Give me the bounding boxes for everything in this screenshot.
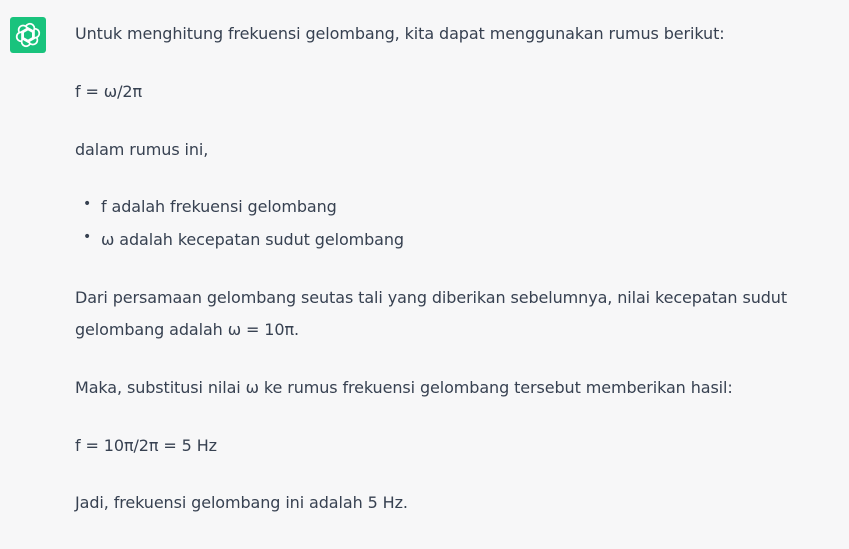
given-paragraph-line-1: Dari persamaan gelombang seutas tali yang diberikan sebelumnya, nilai kecepatan sudut bbox=[75, 288, 788, 307]
substitution-paragraph: Maka, substitusi nilai ω ke rumus frekuensi gelombang tersebut memberikan hasil: bbox=[75, 378, 733, 397]
list-item-text: f adalah frekuensi gelombang bbox=[101, 197, 337, 216]
bullet-marker: • bbox=[83, 196, 92, 212]
formula-paragraph: f = ω/2π bbox=[75, 82, 143, 101]
bullet-marker: • bbox=[83, 229, 92, 245]
given-paragraph-line-2: gelombang adalah ω = 10π. bbox=[75, 320, 299, 339]
result-formula-paragraph: f = 10π/2π = 5 Hz bbox=[75, 436, 217, 455]
explanation-intro-paragraph: dalam rumus ini, bbox=[75, 140, 209, 159]
intro-paragraph: Untuk menghitung frekuensi gelombang, kita dapat menggunakan rumus berikut: bbox=[75, 24, 725, 43]
list-item-text: ω adalah kecepatan sudut gelombang bbox=[101, 230, 404, 249]
openai-logo-icon bbox=[15, 22, 41, 48]
assistant-avatar bbox=[10, 17, 46, 53]
conclusion-paragraph: Jadi, frekuensi gelombang ini adalah 5 Hz. bbox=[75, 493, 408, 512]
